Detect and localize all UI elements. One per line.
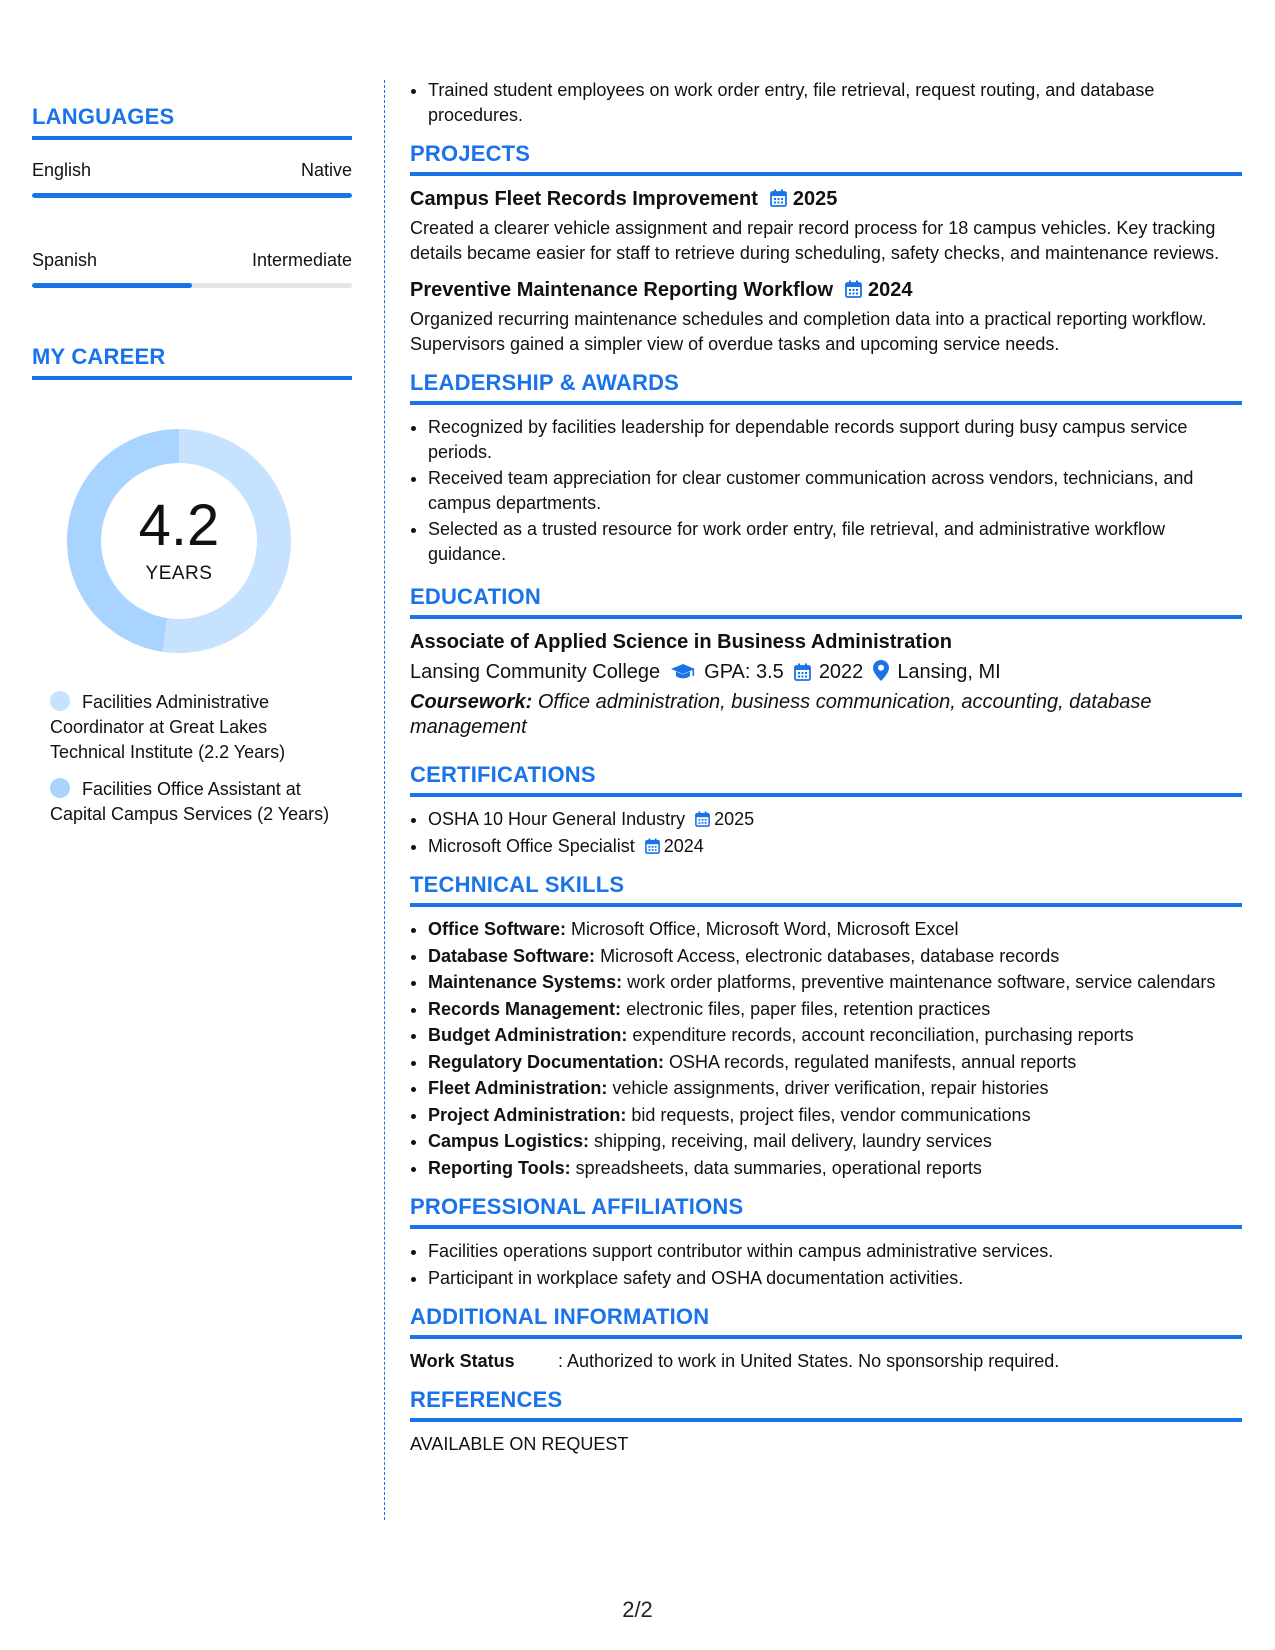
language-item bbox=[32, 160, 352, 198]
project-year: 2025 bbox=[792, 188, 838, 210]
skill-item bbox=[428, 1023, 1242, 1048]
skill-label: Maintenance Systems: bbox=[428, 972, 623, 992]
skill-label: Office Software: bbox=[428, 919, 567, 939]
project-title: Preventive Maintenance Reporting Workflow bbox=[410, 279, 834, 301]
career-section bbox=[32, 344, 352, 380]
leadership-list bbox=[410, 415, 1242, 566]
skill-label: Budget Administration: bbox=[428, 1025, 628, 1045]
coursework-label: Coursework: bbox=[410, 691, 533, 713]
coursework-text: Office administration, business communication, accounting, database management bbox=[410, 691, 1152, 738]
graduation-cap-icon bbox=[670, 663, 696, 681]
affiliation-item: • Facilities operations support contributor within campus administrative services. bbox=[428, 1239, 1242, 1264]
skill-item bbox=[428, 970, 1242, 995]
skill-label: Fleet Administration: bbox=[428, 1078, 608, 1098]
career-total-unit: YEARS bbox=[145, 563, 213, 584]
career-legend-label: Facilities Office Assistant at Capital Campus Services (2 Years) bbox=[50, 779, 330, 824]
skill-item bbox=[428, 1156, 1242, 1181]
skill-value: electronic files, paper files, retention practices bbox=[626, 998, 991, 1019]
leadership-item: • Received team appreciation for clear customer communication across vendors, technicians, and campus departments. bbox=[428, 466, 1242, 515]
skill-value: vehicle assignments, driver verification, repair histories bbox=[612, 1078, 1049, 1098]
career-donut-chart bbox=[66, 428, 292, 654]
career-legend bbox=[50, 690, 340, 839]
skill-value: expenditure records, account reconciliation, purchasing reports bbox=[632, 1025, 1134, 1045]
education-coursework bbox=[410, 690, 1242, 740]
leadership-item: • Selected as a trusted resource for work order entry, file retrieval, and administrative workflow guidance. bbox=[428, 517, 1242, 566]
certification-name: Microsoft Office Specialist bbox=[428, 835, 635, 856]
certification-year: 2024 bbox=[663, 835, 704, 856]
career-legend-item bbox=[50, 777, 340, 827]
project-description: Created a clearer vehicle assignment and repair record process for 18 campus vehicles. Key tracking details became easier for staff to retrieve during scheduling, safety checks, and maintenance reviews. bbox=[410, 218, 1220, 263]
career-legend-item bbox=[50, 690, 340, 765]
education-gpa: GPA: 3.5 bbox=[704, 661, 784, 683]
language-proficiency-bar bbox=[32, 283, 352, 288]
work-status-label: Work Status bbox=[410, 1351, 515, 1371]
language-proficiency-fill bbox=[32, 283, 192, 288]
project-description: Organized recurring maintenance schedules and completion data into a practical reporting workflow. Supervisors gained a simpler view of overdue tasks and upcoming service needs. bbox=[410, 309, 1207, 354]
project-item bbox=[410, 186, 1242, 265]
education-heading: EDUCATION bbox=[410, 584, 1242, 619]
skill-item bbox=[428, 997, 1242, 1022]
certification-item bbox=[428, 834, 1242, 859]
skill-label: Campus Logistics: bbox=[428, 1131, 590, 1151]
language-level: Intermediate bbox=[251, 250, 352, 270]
work-status-value: : Authorized to work in United States. No sponsorship required. bbox=[558, 1351, 1060, 1371]
skill-label: Reporting Tools: bbox=[428, 1157, 571, 1178]
calendar-icon bbox=[695, 811, 710, 827]
certification-item bbox=[428, 807, 1242, 832]
language-proficiency-bar bbox=[32, 193, 352, 198]
experience-bullets bbox=[410, 78, 1242, 127]
skill-label: Database Software: bbox=[428, 945, 596, 966]
skill-label: Records Management: bbox=[428, 998, 622, 1019]
education-year: 2022 bbox=[818, 661, 864, 683]
work-status-row bbox=[410, 1349, 1242, 1373]
skill-value: spreadsheets, data summaries, operational reports bbox=[575, 1157, 982, 1178]
language-level: Native bbox=[300, 160, 352, 180]
leadership-item: • Recognized by facilities leadership for dependable records support during busy campus service periods. bbox=[428, 415, 1242, 464]
career-total-value: 4.2 bbox=[138, 493, 220, 558]
skill-item bbox=[428, 1129, 1242, 1154]
skill-item bbox=[428, 1050, 1242, 1075]
skill-label: Regulatory Documentation: bbox=[428, 1051, 665, 1072]
skill-item bbox=[428, 1103, 1242, 1128]
certification-name: OSHA 10 Hour General Industry bbox=[428, 809, 686, 829]
education-location: Lansing, MI bbox=[897, 661, 1001, 683]
skill-value: Microsoft Access, electronic databases, database records bbox=[600, 945, 1060, 966]
page-number: 2/2 bbox=[622, 1597, 653, 1622]
references-text: AVAILABLE ON REQUEST bbox=[410, 1434, 629, 1454]
calendar-icon bbox=[794, 663, 811, 681]
certifications-heading: CERTIFICATIONS bbox=[410, 762, 1242, 797]
certifications-list bbox=[410, 807, 1242, 858]
language-name: English bbox=[32, 160, 92, 180]
skill-value: OSHA records, regulated manifests, annual reports bbox=[669, 1051, 1077, 1072]
affiliation-item: • Participant in workplace safety and OSHA documentation activities. bbox=[428, 1266, 1242, 1291]
skill-item bbox=[428, 1076, 1242, 1101]
skill-value: shipping, receiving, mail delivery, laundry services bbox=[594, 1131, 992, 1151]
language-proficiency-fill bbox=[32, 193, 352, 198]
skills-heading: TECHNICAL SKILLS bbox=[410, 872, 1242, 907]
skill-item bbox=[428, 944, 1242, 969]
skills-list bbox=[410, 917, 1242, 1180]
calendar-icon bbox=[645, 838, 660, 854]
skill-value: Microsoft Office, Microsoft Word, Microsoft Excel bbox=[571, 919, 959, 939]
references-heading: REFERENCES bbox=[410, 1387, 1242, 1422]
certification-year: 2025 bbox=[714, 809, 755, 829]
leadership-heading: LEADERSHIP & AWARDS bbox=[410, 370, 1242, 405]
education-degree: Associate of Applied Science in Business Administration bbox=[410, 631, 952, 653]
project-year: 2024 bbox=[868, 279, 913, 301]
legend-dot-icon bbox=[50, 691, 70, 711]
skill-value: bid requests, project files, vendor communications bbox=[631, 1104, 1031, 1125]
project-item bbox=[410, 277, 1242, 356]
skill-value: work order platforms, preventive maintenance software, service calendars bbox=[627, 972, 1216, 992]
career-legend-label: Facilities Administrative Coordinator at Great Lakes Technical Institute (2.2 Years) bbox=[50, 692, 286, 762]
calendar-icon bbox=[770, 189, 787, 207]
legend-dot-icon bbox=[50, 778, 70, 798]
skill-item bbox=[428, 917, 1242, 942]
main-column bbox=[410, 78, 1242, 1456]
experience-bullet: • Trained student employees on work order entry, file retrieval, request routing, and database procedures. bbox=[428, 78, 1242, 127]
project-title: Campus Fleet Records Improvement bbox=[410, 188, 758, 210]
projects-heading: PROJECTS bbox=[410, 141, 1242, 176]
additional-info-heading: ADDITIONAL INFORMATION bbox=[410, 1304, 1242, 1339]
calendar-icon bbox=[845, 280, 862, 298]
career-heading: MY CAREER bbox=[32, 344, 352, 380]
education-school: Lansing Community College bbox=[410, 661, 661, 683]
skill-label: Project Administration: bbox=[428, 1104, 627, 1125]
education-meta bbox=[410, 658, 1242, 686]
language-name: Spanish bbox=[32, 250, 98, 270]
affiliations-list bbox=[410, 1239, 1242, 1290]
sidebar bbox=[32, 104, 352, 288]
location-pin-icon bbox=[873, 660, 889, 681]
languages-heading: LANGUAGES bbox=[32, 104, 352, 140]
affiliations-heading: PROFESSIONAL AFFILIATIONS bbox=[410, 1194, 1242, 1229]
column-divider bbox=[384, 80, 385, 1520]
language-item bbox=[32, 250, 352, 288]
